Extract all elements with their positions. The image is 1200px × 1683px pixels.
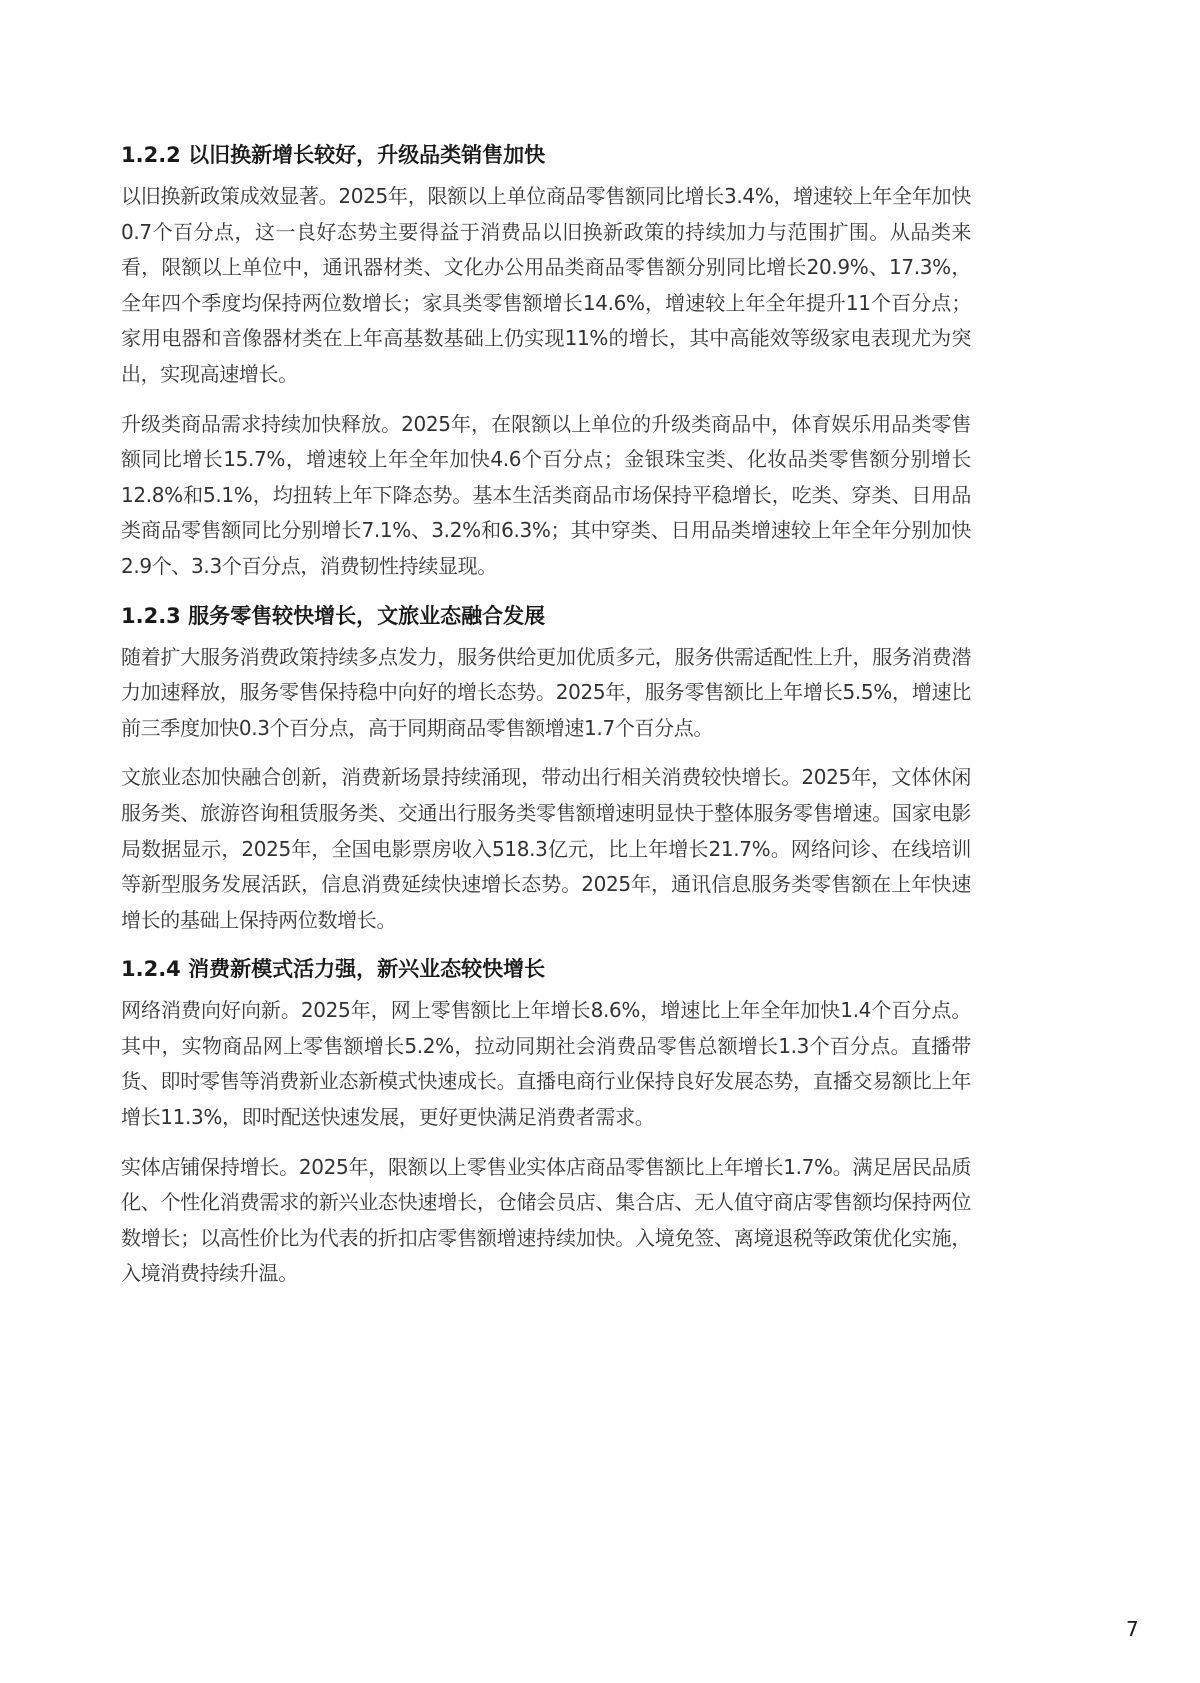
paragraph: 随着扩大服务消费政策持续多点发力，服务供给更加优质多元，服务供需适配性上升，服务消费潜力加速释放，服务零售保持稳中向好的增长态势。2025年，服务零售额比上年增长5.5%，增速比前三季度加快0.3个百分点，高于同期商品零售额增速1.7个百分点。 [121,644,971,740]
paragraph: 升级类商品需求持续加快释放。2025年，在限额以上单位的升级类商品中，体育娱乐用品类零售额同比增长15.7%，增速较上年全年加快4.6个百分点；金银珠宝类、化妆品类零售额分别增长12.8%和5.1%，均扭转上年下降态势。基本生活类商品市场保持平稳增长，吃类、穿类、日用品类商品零售额同比分别增长7.1%、3.2%和6.3%；其中穿类、日用品类增速较上年全年分别加快2.9个、3.3个百分点，消费韧性持续显现。 [121,411,971,578]
page-number: 7 [1126,1617,1139,1641]
paragraph: 网络消费向好向新。2025年，网上零售额比上年增长8.6%，增速比上年全年加快1.4个百分点。其中，实物商品网上零售额增长5.2%，拉动同期社会消费品零售总额增长1.3个百分点。直播带货、即时零售等消费新业态新模式快速成长。直播电商行业保持良好发展态势，直播交易额比上年增长11.3%，即时配送快速发展，更好更快满足消费者需求。 [121,998,971,1130]
section-1-2-3 [121,601,971,939]
section-heading: 1.2.2 以旧换新增长较好，升级品类销售加快 [121,143,546,167]
document-body [121,140,971,1306]
paragraph: 以旧换新政策成效显著。2025年，限额以上单位商品零售额同比增长3.4%，增速较上年全年加快0.7个百分点，这一良好态势主要得益于消费品以旧换新政策的持续加力与范围扩围。从品类来看，限额以上单位中，通讯器材类、文化办公用品类商品零售额分别同比增长20.9%、17.3%，全年四个季度均保持两位数增长；家具类零售额增长14.6%，增速较上年全年提升11个百分点；家用电器和音像器材类在上年高基数基础上仍实现11%的增长，其中高能效等级家电表现尤为突出，实现高速增长。 [121,184,971,386]
paragraph: 文旅业态加快融合创新，消费新场景持续涌现，带动出行相关消费较快增长。2025年，文体休闲服务类、旅游咨询租赁服务类、交通出行服务类零售额增速明显快于整体服务零售增速。国家电影局数据显示，2025年，全国电影票房收入518.3亿元，比上年增长21.7%。网络问诊、在线培训等新型服务发展活跃，信息消费延续快速增长态势。2025年，通讯信息服务类零售额在上年快速增长的基础上保持两位数增长。 [121,765,971,932]
section-1-2-2 [121,140,971,585]
paragraph: 实体店铺保持增长。2025年，限额以上零售业实体店商品零售额比上年增长1.7%。满足居民品质化、个性化消费需求的新兴业态快速增长，仓储会员店、集合店、无人值守商店零售额均保持两位数增长；以高性价比为代表的折扣店零售额增速持续加快。入境免签、离境退税等政策优化实施，入境消费持续升温。 [121,1154,971,1286]
section-heading: 1.2.4 消费新模式活力强，新兴业态较快增长 [121,957,546,982]
section-1-2-4 [121,954,971,1292]
section-heading: 1.2.3 服务零售较快增长，文旅业态融合发展 [121,603,546,628]
